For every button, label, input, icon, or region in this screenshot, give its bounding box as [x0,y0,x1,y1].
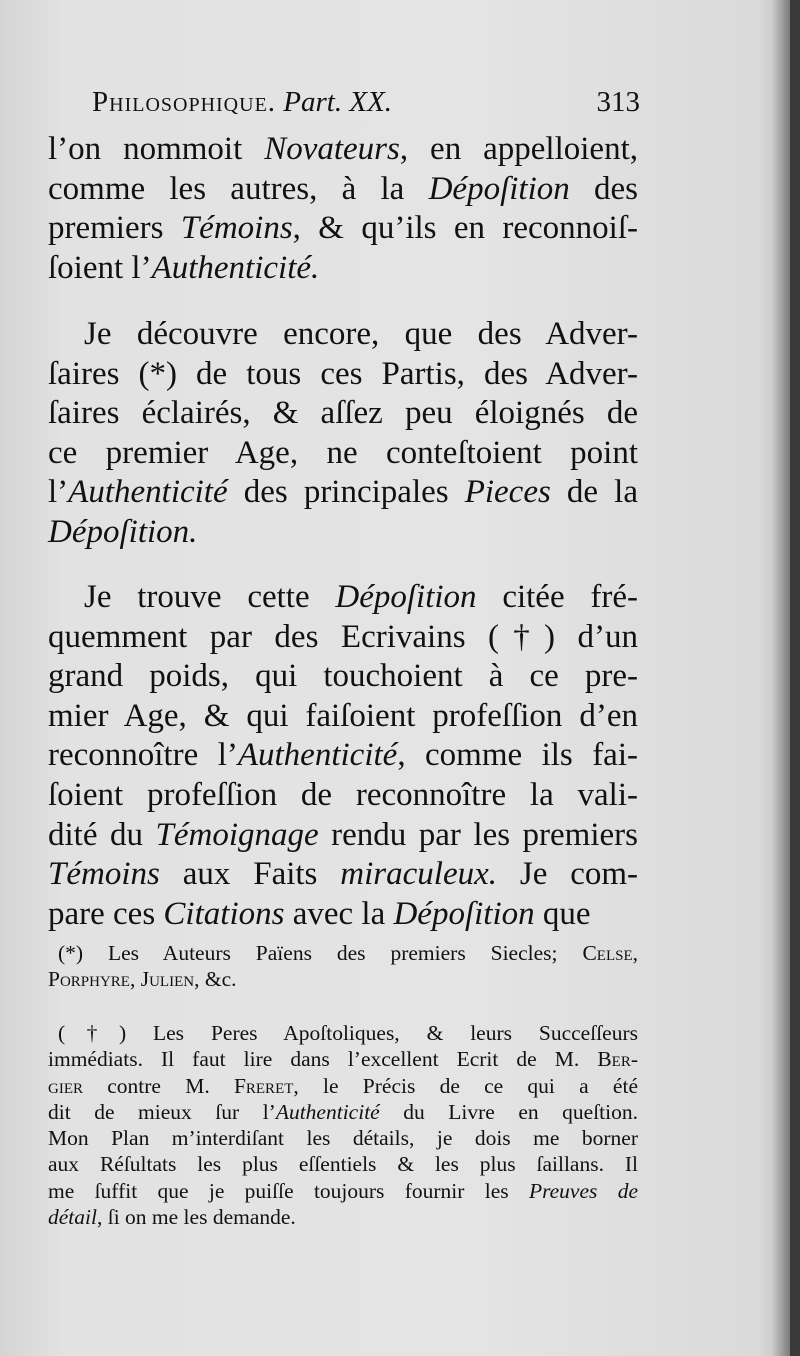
text-line [48,355,638,395]
text-run: , ſi on me les demande. [96,1205,296,1230]
italic-run: Pieces [464,474,551,511]
header-title: Philosophique. [92,86,277,118]
italic-run: Citations [163,895,285,932]
text-run: (†) Les Peres Apoſtoliques, & leurs Succeſſeurs [58,1021,638,1045]
small-caps-run: Ber- [597,1047,638,1072]
text-run: , & qu’ils en reconnoiſ- [292,210,639,247]
text-run: , en appelloient, [399,131,638,167]
text-run: dit de mieux ſur l’ [48,1099,276,1124]
italic-run: Novateurs [264,131,400,167]
text-run: quemment par des Ecrivains (†) d’un [48,618,638,655]
text-run: me ſuffit que je puiſſe toujours fournir les [48,1178,529,1203]
italic-run: Dépoſition [428,170,570,207]
text-run: , [632,941,638,965]
text-run: ſaires (*) de tous ces Partis, des Adver- [48,355,638,392]
text-line [48,657,638,697]
text-run: ce premier Age, ne conteſtoient point [48,434,638,471]
small-caps-run: Porphyre [48,967,130,992]
text-run: Je trouve cette [84,579,336,615]
page-edge-shadow [772,0,790,1356]
text-run: ſaires éclairés, & aſſez peu éloignés de [48,395,638,432]
text-line [48,170,638,210]
text-line [48,1178,638,1204]
header-part: Part. XX. [283,86,393,118]
footnote-dagger [48,1020,638,1230]
text-run: avec la [284,895,394,932]
text-run: du Livre en queſtion. [379,1099,638,1124]
text-run: de la [550,474,638,511]
text-line [48,130,638,170]
paragraph-2 [48,315,638,553]
text-line [48,1046,638,1072]
italic-run: Authenticité. [151,249,320,286]
text-line [48,618,638,658]
text-line [48,578,638,618]
text-run: Je découvre encore, que des Adver- [84,316,638,352]
italic-run: Authenticité [68,474,228,511]
small-caps-run: gier [48,1073,83,1098]
text-run: contre M. [83,1073,234,1098]
text-run: Je com- [496,856,639,893]
small-caps-run: Julien [140,967,195,992]
text-line [48,855,638,895]
page-number: 313 [596,86,640,118]
text-run: des principales [227,474,465,511]
italic-run: Témoins [180,210,293,247]
text-run: Mon Plan m’interdiſant les détails, je dois me borner [48,1126,638,1151]
italic-run: Dépoſition. [48,513,198,550]
text-run: premiers [48,210,181,247]
text-run: dité du [48,816,156,853]
italic-run: Dépoſition [393,895,535,932]
text-run: aux Faits [159,856,341,893]
text-line [48,1204,638,1230]
text-line [48,209,638,249]
text-run: reconnoître l’ [48,737,238,774]
text-line [48,736,638,776]
text-run: l’on nommoit [48,131,265,167]
text-run: , comme ils fai- [397,737,638,774]
text-line [48,966,638,992]
text-run: rendu par les premiers [318,816,639,853]
text-line [48,513,638,553]
text-line [48,1099,638,1125]
small-caps-run: Freret [233,1073,294,1098]
text-run: citée fré- [476,579,638,615]
italic-run: miraculeux. [340,856,497,893]
italic-run: détail [48,1205,97,1230]
italic-run: Authenticité [275,1099,380,1124]
small-caps-run: Celse [582,941,633,965]
paragraph-1 [48,130,638,288]
text-run: ſoient l’ [48,249,152,286]
text-run: pare ces [48,895,164,932]
italic-run: Témoignage [155,816,319,853]
text-run: des [569,170,638,207]
text-run: (*) Les Auteurs Païens des premiers Siecles; [58,941,583,965]
text-run: , le Précis de ce qui a été [293,1073,638,1098]
running-header [92,86,640,119]
text-line [48,697,638,737]
text-run: , [129,967,141,992]
text-run: ſoient profeſſion de reconnoître la vali- [48,776,638,813]
text-run: immédiats. Il faut lire dans l’excellent Ecrit de M. [48,1047,598,1072]
italic-run: Témoins [48,856,160,893]
text-line [48,940,638,966]
italic-run: Authenticité [237,737,398,774]
text-run: mier Age, & qui faiſoient profeſſion d’en [48,697,638,734]
paragraph-3 [48,578,638,934]
text-line [48,473,638,513]
text-line [48,1151,638,1177]
text-run: que [534,895,591,932]
text-line [48,394,638,434]
text-run: aux Réſultats les plus eſſentiels & les plus ſaillans. Il [48,1152,638,1177]
text-line [48,1125,638,1151]
text-run: , &c. [194,967,237,992]
text-line [48,249,638,289]
text-line [48,895,638,935]
text-run: l’ [48,474,69,511]
text-line [48,1073,638,1099]
footnote-asterisk [48,940,638,993]
italic-run: Dépoſition [335,579,477,615]
text-line [48,315,638,355]
text-line [48,434,638,474]
text-run: comme les autres, à la [48,170,429,207]
text-line [48,776,638,816]
text-run: grand poids, qui touchoient à ce pre- [48,658,638,695]
text-line [48,1020,638,1046]
italic-run: Preuves de [528,1178,638,1203]
text-line [48,816,638,856]
